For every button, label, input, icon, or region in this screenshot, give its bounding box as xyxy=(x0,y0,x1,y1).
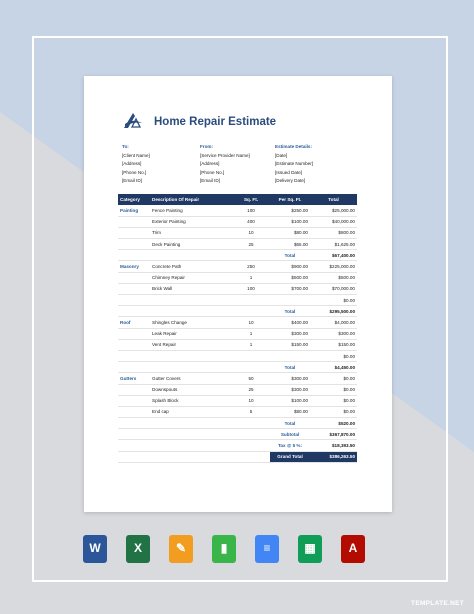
row-total: $300.00 xyxy=(310,328,357,339)
word-icon[interactable] xyxy=(83,535,107,563)
row-category xyxy=(118,418,150,429)
row-category xyxy=(118,384,150,395)
row-sqft: 10 xyxy=(232,395,270,406)
row-total: $520.00 xyxy=(310,418,357,429)
row-category xyxy=(118,239,150,250)
row-category: Masonry xyxy=(118,261,150,272)
row-per-sqft: $300.00 xyxy=(270,373,310,384)
row-total: $25,000.00 xyxy=(310,205,357,216)
row-category xyxy=(118,406,150,417)
row-category xyxy=(118,216,150,227)
header-per-sqft: Per Sq. Ft. xyxy=(270,194,310,205)
table-row xyxy=(118,429,357,440)
row-description xyxy=(150,451,232,462)
table-row xyxy=(118,250,357,261)
row-category xyxy=(118,429,150,440)
table-row xyxy=(118,395,357,406)
row-category: Roof xyxy=(118,317,150,328)
row-total: $70,000.00 xyxy=(310,283,357,294)
row-category xyxy=(118,272,150,283)
row-per-sqft: $700.00 xyxy=(270,283,310,294)
row-total: $500.00 xyxy=(310,272,357,283)
table-row xyxy=(118,328,357,339)
row-sqft: 10 xyxy=(232,227,270,238)
row-description xyxy=(150,295,232,306)
row-category xyxy=(118,283,150,294)
details-line: [Delivery Date] xyxy=(275,178,306,184)
row-category: Gutters xyxy=(118,373,150,384)
company-logo-icon xyxy=(122,110,144,132)
row-description: Exterior Painting xyxy=(150,216,232,227)
table-row xyxy=(118,261,357,272)
row-total: $150.00 xyxy=(310,339,357,350)
row-total: $800.00 xyxy=(310,227,357,238)
row-sqft xyxy=(232,440,270,451)
row-sqft: 1 xyxy=(232,272,270,283)
row-per-sqft: $100.00 xyxy=(270,216,310,227)
row-per-sqft: Subtotal xyxy=(270,429,310,440)
row-per-sqft: $80.00 xyxy=(270,406,310,417)
row-per-sqft: Total xyxy=(270,250,310,261)
row-sqft: 25 xyxy=(232,384,270,395)
row-total: $367,870.00 xyxy=(310,429,357,440)
table-row xyxy=(118,339,357,350)
watermark: TEMPLATE.NET xyxy=(411,600,464,607)
header-sqft: Sq. Ft. xyxy=(232,194,270,205)
table-row xyxy=(118,272,357,283)
row-sqft: 1 xyxy=(232,328,270,339)
row-category xyxy=(118,440,150,451)
row-description: Deck Painting xyxy=(150,239,232,250)
row-category xyxy=(118,295,150,306)
row-total: $386,263.50 xyxy=(310,451,357,462)
row-description xyxy=(150,429,232,440)
header-total: Total xyxy=(310,194,357,205)
estimate-table xyxy=(118,194,357,463)
excel-icon[interactable] xyxy=(126,535,150,563)
pdf-icon[interactable] xyxy=(341,535,365,563)
row-per-sqft: Total xyxy=(270,362,310,373)
google-docs-icon[interactable] xyxy=(255,535,279,563)
row-total: $0.00 xyxy=(310,395,357,406)
row-sqft: 1 xyxy=(232,339,270,350)
row-total: $4,450.00 xyxy=(310,362,357,373)
row-sqft xyxy=(232,295,270,306)
table-row xyxy=(118,283,357,294)
document-page xyxy=(84,76,392,512)
table-row xyxy=(118,216,357,227)
row-category: Painting xyxy=(118,205,150,216)
format-icon-glyph: ▮ xyxy=(220,541,228,555)
row-category xyxy=(118,306,150,317)
from-line: [Phone No.] xyxy=(200,169,225,175)
table-row xyxy=(118,306,357,317)
row-total: $1,625.00 xyxy=(310,239,357,250)
to-line: [Phone No.] xyxy=(122,169,147,175)
table-row xyxy=(118,295,357,306)
row-total: $0.00 xyxy=(310,350,357,361)
row-description: Vent Repair xyxy=(150,339,232,350)
row-category xyxy=(118,395,150,406)
table-row xyxy=(118,317,357,328)
table-row xyxy=(118,373,357,384)
from-line: [Service Provider Name] xyxy=(200,152,250,158)
to-heading: To: xyxy=(122,144,129,149)
document-title: Home Repair Estimate xyxy=(154,116,277,128)
row-total: $0.00 xyxy=(310,406,357,417)
row-description: Gutter Covers xyxy=(150,373,232,384)
row-per-sqft: $80.00 xyxy=(270,227,310,238)
row-description: End cap xyxy=(150,406,232,417)
details-heading: Estimate Details: xyxy=(275,144,313,149)
row-sqft xyxy=(232,451,270,462)
row-per-sqft: $65.00 xyxy=(270,239,310,250)
row-category xyxy=(118,339,150,350)
row-description: Chimney Repair xyxy=(150,272,232,283)
row-per-sqft: $150.00 xyxy=(270,339,310,350)
row-description: Shingles Change xyxy=(150,317,232,328)
row-per-sqft: $300.00 xyxy=(270,384,310,395)
row-sqft: 5 xyxy=(232,406,270,417)
row-total: $0.00 xyxy=(310,384,357,395)
row-total: $4,000.00 xyxy=(310,317,357,328)
row-per-sqft: $100.00 xyxy=(270,395,310,406)
row-total: $295,500.00 xyxy=(310,306,357,317)
row-sqft xyxy=(232,250,270,261)
table-header-row xyxy=(118,194,357,205)
row-category xyxy=(118,362,150,373)
row-sqft xyxy=(232,429,270,440)
row-category xyxy=(118,328,150,339)
row-total: $0.00 xyxy=(310,373,357,384)
table-row xyxy=(118,451,357,462)
numbers-icon[interactable] xyxy=(212,535,236,563)
row-per-sqft xyxy=(270,350,310,361)
format-icon-glyph: W xyxy=(89,541,101,555)
row-per-sqft xyxy=(270,295,310,306)
details-block xyxy=(275,143,313,186)
table-row xyxy=(118,406,357,417)
row-total: $18,393.50 xyxy=(310,440,357,451)
row-total: $40,000.00 xyxy=(310,216,357,227)
header-description: Description Of Repair xyxy=(150,194,232,205)
row-total: $0.00 xyxy=(310,295,357,306)
row-sqft: 25 xyxy=(232,239,270,250)
row-category xyxy=(118,227,150,238)
row-description xyxy=(150,418,232,429)
row-description xyxy=(150,250,232,261)
from-heading: From: xyxy=(200,144,214,149)
from-line: [Address] xyxy=(200,161,220,167)
row-description xyxy=(150,362,232,373)
table-row xyxy=(118,362,357,373)
to-block xyxy=(122,143,150,186)
row-per-sqft: $400.00 xyxy=(270,317,310,328)
row-sqft: 400 xyxy=(232,216,270,227)
format-icons-row xyxy=(83,535,363,565)
header-category: Category xyxy=(118,194,150,205)
row-per-sqft: $500.00 xyxy=(270,272,310,283)
row-description: Fence Painting xyxy=(150,205,232,216)
row-sqft: 100 xyxy=(232,283,270,294)
details-line: [Estimate Number] xyxy=(275,161,314,167)
row-sqft xyxy=(232,350,270,361)
row-description: Brick Wall xyxy=(150,283,232,294)
row-sqft xyxy=(232,418,270,429)
row-description xyxy=(150,440,232,451)
table-row xyxy=(118,418,357,429)
table-body xyxy=(118,205,357,462)
table-row xyxy=(118,350,357,361)
google-sheets-icon[interactable] xyxy=(298,535,322,563)
row-per-sqft: Total xyxy=(270,306,310,317)
row-sqft xyxy=(232,306,270,317)
row-sqft: 10 xyxy=(232,317,270,328)
row-description: Splash Block xyxy=(150,395,232,406)
row-description: Leak Repair xyxy=(150,328,232,339)
row-per-sqft: $250.00 xyxy=(270,205,310,216)
row-per-sqft: Tax @ 5 %: xyxy=(270,440,310,451)
row-per-sqft: Grand Total xyxy=(270,451,310,462)
table-row xyxy=(118,239,357,250)
format-icon-glyph: ≡ xyxy=(263,541,271,555)
to-line: [Client Name] xyxy=(122,152,150,158)
table-row xyxy=(118,384,357,395)
details-line: [Issued Date] xyxy=(275,169,303,175)
table-row xyxy=(118,227,357,238)
row-per-sqft: $900.00 xyxy=(270,261,310,272)
row-per-sqft: Total xyxy=(270,418,310,429)
row-category xyxy=(118,350,150,361)
from-line: [Email ID] xyxy=(200,178,220,184)
details-line: [Date] xyxy=(275,152,288,158)
row-sqft: 250 xyxy=(232,261,270,272)
format-icon-glyph: ✎ xyxy=(175,541,187,555)
row-description: Concrete Path xyxy=(150,261,232,272)
row-category xyxy=(118,250,150,261)
format-icon-glyph: A xyxy=(348,541,358,555)
to-line: [Address] xyxy=(122,161,142,167)
table-row xyxy=(118,205,357,216)
format-icon-glyph: X xyxy=(133,541,142,555)
row-category xyxy=(118,451,150,462)
row-sqft xyxy=(232,362,270,373)
pages-icon[interactable] xyxy=(169,535,193,563)
row-description: Trim xyxy=(150,227,232,238)
row-description xyxy=(150,350,232,361)
row-sqft: 50 xyxy=(232,373,270,384)
table-row xyxy=(118,440,357,451)
from-block xyxy=(200,143,250,186)
row-total: $225,000.00 xyxy=(310,261,357,272)
format-icon-glyph: ▦ xyxy=(304,541,316,555)
to-line: [Email ID] xyxy=(122,178,142,184)
row-total: $67,400.00 xyxy=(310,250,357,261)
row-description xyxy=(150,306,232,317)
row-sqft: 100 xyxy=(232,205,270,216)
row-per-sqft: $300.00 xyxy=(270,328,310,339)
row-description: Downspouts xyxy=(150,384,232,395)
